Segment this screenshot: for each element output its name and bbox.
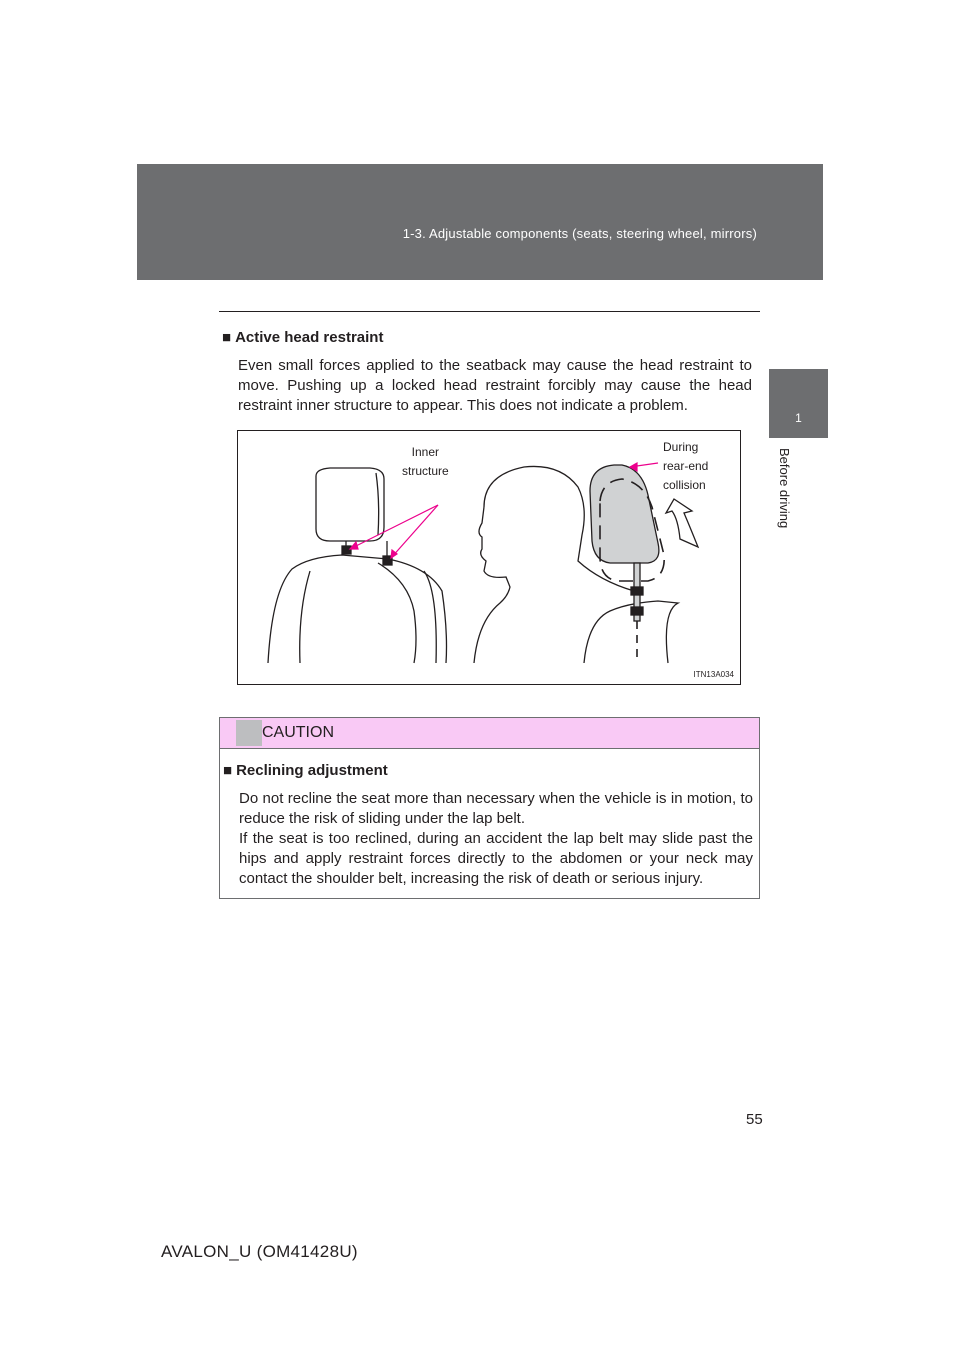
head-restraint-illustration bbox=[237, 430, 741, 685]
section-heading-text: Active head restraint bbox=[235, 329, 384, 346]
caution-title: CAUTION bbox=[262, 724, 334, 741]
headrest-outline bbox=[316, 468, 384, 541]
caution-marker-icon bbox=[236, 720, 262, 746]
label-during-line2: rear-end bbox=[663, 459, 709, 473]
label-inner-line2: structure bbox=[402, 464, 449, 478]
label-inner-line1: Inner bbox=[411, 445, 440, 459]
caution-header bbox=[220, 718, 759, 749]
label-during-collision bbox=[663, 438, 708, 495]
label-inner-structure bbox=[402, 443, 449, 481]
headrest-seam bbox=[376, 473, 379, 535]
label-during-line1: During bbox=[663, 440, 699, 454]
page-number: 55 bbox=[746, 1111, 763, 1128]
chapter-label: Before driving bbox=[777, 448, 792, 529]
section-divider bbox=[219, 311, 760, 312]
caution-box bbox=[219, 717, 760, 899]
movement-arrow-icon bbox=[666, 499, 698, 547]
section-body: Even small forces applied to the seatback may cause the head restraint to move. Pushing up a locked head restraint forcibly may cause the head restraint inner structure to appear. This does not indicate a problem. bbox=[238, 357, 752, 414]
label-during-line3: collision bbox=[663, 478, 706, 492]
section-heading bbox=[222, 329, 383, 346]
chapter-number: 1 bbox=[795, 411, 802, 425]
section-title: 1-3. Adjustable components (seats, steering wheel, mirrors) bbox=[402, 226, 757, 241]
caution-paragraph-2: If the seat is too reclined, during an accident the lap belt may slide past the hips and apply restraint forces directly to the abdomen or your neck may contact the shoulder belt, increasing the risk of death or serious injury. bbox=[239, 830, 753, 887]
document-id: AVALON_U (OM41428U) bbox=[161, 1242, 358, 1261]
caution-paragraph-1: Do not recline the seat more than necessary when the vehicle is in motion, to reduce the risk of sliding under the lap belt. bbox=[239, 790, 753, 827]
chapter-tab bbox=[769, 369, 828, 438]
caution-heading bbox=[223, 762, 388, 779]
left-stay-lock bbox=[342, 546, 351, 554]
seatback-outline bbox=[268, 555, 447, 663]
bullet-square-icon: ■ bbox=[223, 762, 233, 779]
bullet-square-icon: ■ bbox=[222, 329, 232, 346]
figure-code: ITN13A034 bbox=[693, 670, 734, 679]
caution-heading-text: Reclining adjustment bbox=[236, 762, 388, 779]
chapter-header-band bbox=[137, 164, 823, 280]
